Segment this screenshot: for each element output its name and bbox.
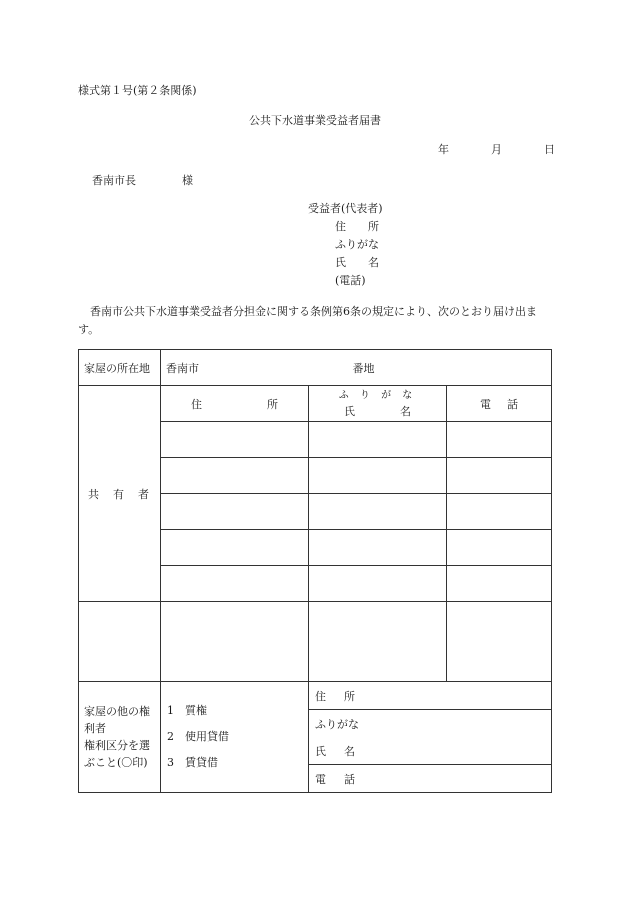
col-name-header: ふ り が な 氏 名	[309, 386, 447, 422]
blank-row	[79, 602, 552, 682]
rights-holder-details	[309, 682, 552, 793]
location-value[interactable]	[161, 350, 552, 386]
applicant-address-label: 住 所	[335, 220, 379, 233]
applicant-furigana-label: ふりがな	[335, 238, 379, 251]
form-number: 様式第１号(第２条関係)	[78, 84, 197, 97]
co-owner-name-cell[interactable]	[309, 422, 447, 458]
addressee-name: 香南市長	[92, 174, 136, 187]
option-lease[interactable]: 3 賃貸借	[167, 756, 218, 769]
rights-holder-row	[79, 682, 552, 793]
intro-text: 香南市公共下水道事業受益者分担金に関する条例第6条の規定により、次のとおり届け出ます。	[78, 305, 537, 336]
co-owner-phone-cell[interactable]	[447, 458, 552, 494]
location-banchi: 番地	[352, 361, 375, 375]
co-owner-name-cell[interactable]	[309, 458, 447, 494]
date-year-label: 年	[438, 143, 449, 156]
blank-phone-cell[interactable]	[447, 602, 552, 682]
registration-table	[78, 349, 552, 793]
co-owner-address-cell[interactable]	[161, 458, 309, 494]
co-owner-phone-cell[interactable]	[447, 566, 552, 602]
co-owner-label: 共 有 者	[79, 386, 161, 602]
location-row	[79, 350, 552, 386]
rights-options	[161, 682, 309, 793]
co-owner-name-cell[interactable]	[309, 530, 447, 566]
option-loan-for-use[interactable]: 2 使用貸借	[167, 730, 229, 743]
rights-phone-field[interactable]: 電 話	[315, 772, 355, 786]
rights-furigana-label: ふりがな	[315, 717, 359, 731]
co-owner-phone-cell[interactable]	[447, 530, 552, 566]
rights-name-label: 氏 名	[315, 744, 355, 758]
co-owner-address-cell[interactable]	[161, 494, 309, 530]
col-address-header: 住 所	[161, 386, 309, 422]
blank-label-cell[interactable]	[79, 602, 161, 682]
location-city: 香南市	[166, 361, 199, 375]
applicant-heading: 受益者(代表者)	[308, 202, 383, 215]
date-month-label: 月	[491, 143, 502, 156]
applicant-name-label: 氏 名	[335, 256, 379, 269]
addressee-honorific: 様	[182, 174, 193, 187]
rights-address-field[interactable]: 住 所	[309, 682, 551, 710]
blank-name-cell[interactable]	[309, 602, 447, 682]
applicant-phone-label: (電話)	[335, 274, 366, 287]
co-owner-header-row	[79, 386, 552, 422]
rights-name-field[interactable]	[309, 710, 551, 765]
co-owner-phone-cell[interactable]	[447, 494, 552, 530]
rights-holder-label: 家屋の他の権利者 権利区分を選ぶこと(〇印)	[79, 682, 161, 793]
co-owner-address-cell[interactable]	[161, 422, 309, 458]
date-day-label: 日	[544, 143, 555, 156]
co-owner-address-cell[interactable]	[161, 566, 309, 602]
co-owner-phone-cell[interactable]	[447, 422, 552, 458]
addressee	[92, 172, 193, 188]
co-owner-name-cell[interactable]	[309, 494, 447, 530]
page-title: 公共下水道事業受益者届書	[249, 114, 381, 127]
date-line	[438, 141, 555, 157]
applicant-block	[308, 200, 383, 290]
location-label: 家屋の所在地	[79, 350, 161, 386]
co-owner-name-cell[interactable]	[309, 566, 447, 602]
co-owner-address-cell[interactable]	[161, 530, 309, 566]
blank-address-cell[interactable]	[161, 602, 309, 682]
col-phone-header: 電 話	[447, 386, 552, 422]
option-pledge[interactable]: 1 質権	[167, 704, 207, 717]
